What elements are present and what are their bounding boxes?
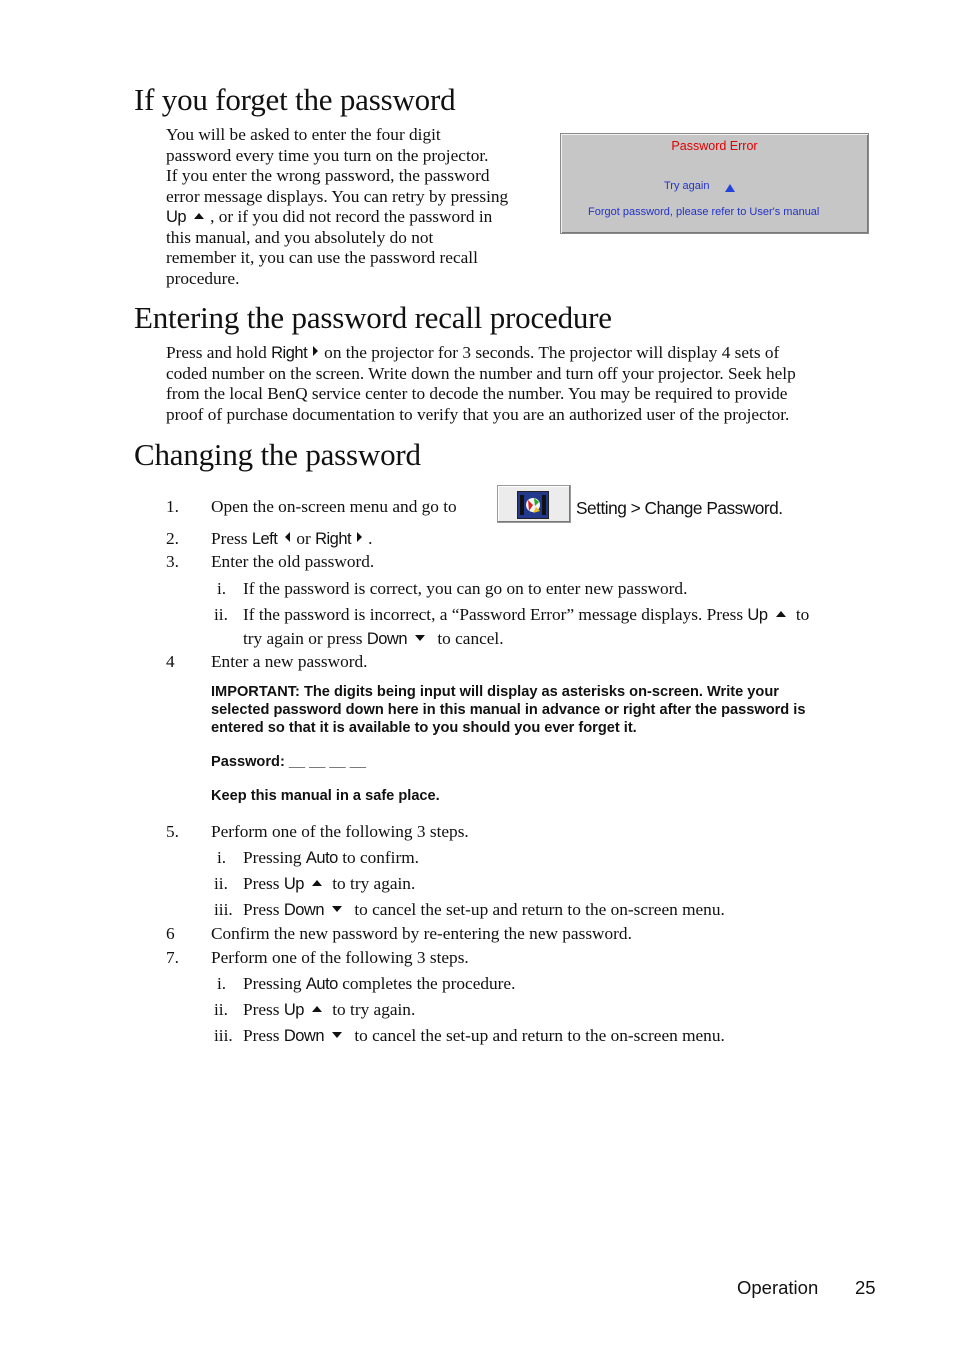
substep-text <box>243 974 515 994</box>
substep-text <box>243 874 415 894</box>
para-text: Press <box>211 529 248 548</box>
para-line <box>166 207 546 228</box>
down-key-label: Down <box>283 1027 325 1045</box>
para-text: If the password is incorrect, a “Password Error” message displays. Press <box>243 605 744 624</box>
auto-key-label: Auto <box>305 975 338 993</box>
up-key-label: Up <box>283 875 304 893</box>
recall-paragraph <box>166 343 886 425</box>
heading-forget-password: If you forget the password <box>134 82 456 117</box>
step-text: Perform one of the following 3 steps. <box>211 948 469 967</box>
para-line: error message displays. You can retry by pressing <box>166 186 509 206</box>
step-number: 5. <box>166 822 179 841</box>
try-again-option: Try again <box>664 180 710 192</box>
para-text: Press and hold <box>166 343 267 362</box>
para-line: remember it, you can use the password recall <box>166 248 478 267</box>
para-text: try again or press <box>243 629 363 648</box>
para-text: Pressing <box>243 974 302 993</box>
substep-number: i. <box>217 974 227 993</box>
para-text: to cancel the set-up and return to the on-screen menu. <box>354 1026 725 1045</box>
para-text: Press <box>243 1026 280 1045</box>
right-arrow-icon <box>357 532 362 542</box>
para-line: this manual, and you absolutely do not <box>166 227 434 247</box>
up-arrow-icon <box>194 213 204 219</box>
up-key-label: Up <box>166 208 187 226</box>
step-number: 7. <box>166 948 179 967</box>
para-text: Press <box>243 900 280 919</box>
up-arrow-icon <box>776 611 786 617</box>
up-key-label: Up <box>747 606 768 624</box>
para-text: to confirm. <box>342 848 419 867</box>
substep-text <box>243 605 809 625</box>
dialog-title: Password Error <box>671 139 758 153</box>
para-line: procedure. <box>166 268 240 288</box>
setting-change-password-path <box>576 498 783 518</box>
para-line: You will be asked to enter the four digit <box>166 125 441 144</box>
note-line: selected password down here in this manual in advance or right after the password is <box>211 702 806 718</box>
up-arrow-icon <box>725 184 735 192</box>
para-line: proof of purchase documentation to verify that you are an authorized user of the projector. <box>166 404 790 424</box>
para-text: Pressing <box>243 848 302 867</box>
substep-number: i. <box>217 579 227 598</box>
para-text: . <box>368 529 373 548</box>
forgot-password-note: Forgot password, please refer to User's manual <box>588 206 820 218</box>
note-line: IMPORTANT: The digits being input will display as asterisks on-screen. Write your <box>211 684 779 700</box>
substep-text <box>243 1000 415 1020</box>
forget-password-paragraph <box>166 125 546 289</box>
step-number: 1. <box>166 497 179 516</box>
right-arrow-icon <box>313 346 318 356</box>
keep-manual-note: Keep this manual in a safe place. <box>211 788 440 804</box>
para-text: to try again. <box>332 1000 416 1019</box>
step-text: Enter the old password. <box>211 552 375 571</box>
footer-section-name: Operation <box>737 1277 819 1298</box>
para-text: completes the procedure. <box>342 974 516 993</box>
step-text: Perform one of the following 3 steps. <box>211 822 469 841</box>
substep-number: iii. <box>214 1026 233 1045</box>
heading-changing-password: Changing the password <box>134 437 421 472</box>
para-text: Press <box>243 1000 280 1019</box>
substep-text <box>243 900 725 920</box>
para-line: password every time you turn on the projector. <box>166 145 489 165</box>
substep-number: ii. <box>214 1000 228 1019</box>
step-text: Enter a new password. <box>211 652 368 671</box>
substep-number: ii. <box>214 605 228 624</box>
setting-icon <box>517 491 549 519</box>
para-text: on the projector for 3 seconds. The projector will display 4 sets of <box>324 343 780 362</box>
step-number: 4 <box>166 652 175 671</box>
para-line <box>166 343 886 364</box>
substep-text <box>243 848 419 868</box>
para-text: to try again. <box>332 874 416 893</box>
para-text: or <box>296 529 311 548</box>
para-text: , or if you did not record the password in <box>210 207 493 226</box>
step-text: Confirm the new password by re-entering the new password. <box>211 924 632 943</box>
substep-text-cont <box>243 629 504 649</box>
para-text: to <box>795 605 810 624</box>
right-key-label: Right <box>315 530 352 548</box>
para-text: Press <box>243 874 280 893</box>
heading-recall-procedure: Entering the password recall procedure <box>134 300 612 335</box>
auto-key-label: Auto <box>305 849 338 867</box>
step-number: 3. <box>166 552 179 571</box>
para-text: . <box>778 498 783 518</box>
substep-number: iii. <box>214 900 233 919</box>
note-line: entered so that it is available to you should you ever forget it. <box>211 720 637 736</box>
step-number: 2. <box>166 529 179 548</box>
page-number: 25 <box>855 1277 876 1298</box>
substep-number: ii. <box>214 874 228 893</box>
step-text: Open the on-screen menu and go to <box>211 497 457 516</box>
para-line: If you enter the wrong password, the password <box>166 166 490 185</box>
left-key-label: Left <box>251 530 278 548</box>
para-text: to cancel the set-up and return to the on-screen menu. <box>354 900 725 919</box>
right-key-label: Right <box>271 344 308 362</box>
down-arrow-icon <box>415 635 425 641</box>
down-key-label: Down <box>366 630 408 648</box>
para-line: coded number on the screen. Write down the number and turn off your projector. Seek help <box>166 363 796 383</box>
password-field-label: Password: __ __ __ __ <box>211 754 366 770</box>
setting-menu-icon <box>497 485 571 523</box>
para-line: from the local BenQ service center to decode the number. You may be required to provide <box>166 384 788 403</box>
up-arrow-icon <box>312 880 322 886</box>
left-arrow-icon <box>285 532 290 542</box>
step-number: 6 <box>166 924 175 943</box>
substep-text: If the password is correct, you can go on to enter new password. <box>243 579 688 598</box>
substep-text <box>243 1026 725 1046</box>
menu-path-label: Setting > Change Password <box>576 498 779 518</box>
para-text: to cancel. <box>437 629 504 648</box>
down-arrow-icon <box>332 906 342 912</box>
important-note <box>211 683 871 737</box>
step-text <box>211 529 372 549</box>
up-arrow-icon <box>312 1006 322 1012</box>
substep-number: i. <box>217 848 227 867</box>
up-key-label: Up <box>283 1001 304 1019</box>
down-arrow-icon <box>332 1032 342 1038</box>
down-key-label: Down <box>283 901 325 919</box>
password-error-dialog <box>560 133 869 234</box>
